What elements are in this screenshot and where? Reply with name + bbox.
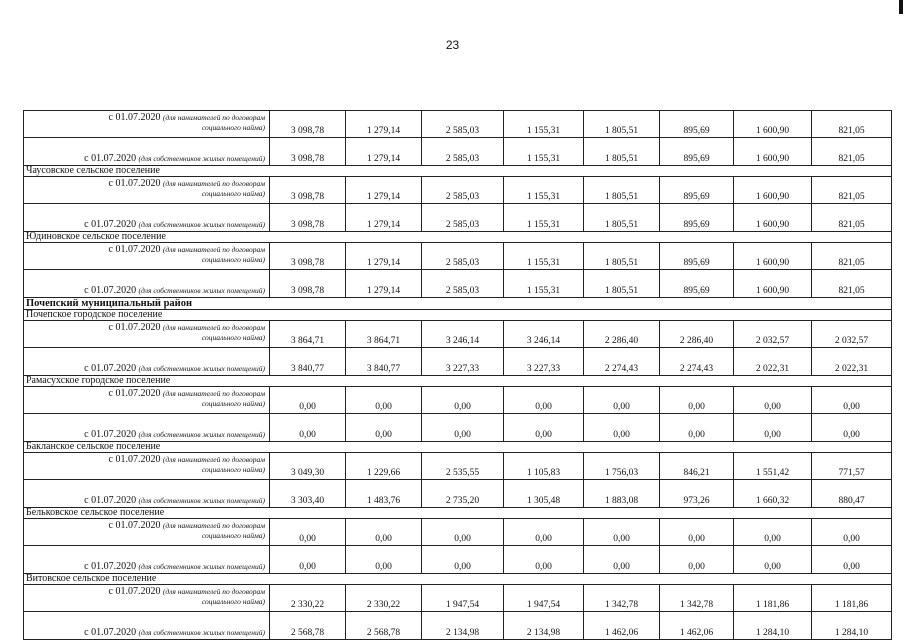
tariff-value-cell: 3 864,71 [346,321,422,348]
tariff-value-cell: 1 462,06 [584,612,660,640]
tariff-value-cell: 2 585,03 [422,204,504,232]
tariff-value-cell: 0,00 [660,519,734,546]
settlement-row [24,574,892,585]
date-label: с 01.07.2020 [108,388,161,399]
tariff-value-cell: 3 246,14 [422,321,504,348]
tariff-value-cell: 3 098,78 [270,177,346,204]
tariff-value-cell: 1 279,14 [346,111,422,138]
tariff-value-cell: 0,00 [734,387,812,414]
tariff-value-cell: 2 022,31 [812,348,892,376]
tariff-value-cell: 1 279,14 [346,138,422,166]
tenants-note-line1: (для нанимателей по договорам [162,245,265,254]
settlement-name: Юдиновское сельское поселение [24,232,892,243]
tariff-value-cell: 1 805,51 [584,270,660,298]
tariff-value-cell: 895,69 [660,177,734,204]
tariff-value-cell: 1 155,31 [504,138,584,166]
tariff-value-cell: 3 246,14 [504,321,584,348]
date-label: с 01.07.2020 [84,429,137,440]
row-label [24,177,270,204]
settlement-name: Почепское городское поселение [24,310,892,321]
tariff-value-cell: 895,69 [660,243,734,270]
tariff-value-cell: 3 098,78 [270,270,346,298]
date-label: с 01.07.2020 [84,561,137,572]
tariff-value-cell: 3 098,78 [270,243,346,270]
date-label: с 01.07.2020 [108,322,161,333]
owners-tariff-row [24,612,892,640]
tariff-value-cell: 0,00 [270,414,346,442]
tariff-value-cell: 0,00 [346,414,422,442]
tariff-value-cell: 2 585,03 [422,270,504,298]
settlement-row [24,310,892,321]
owners-tariff-row [24,270,892,298]
tenants-note-line2: социального найма) [201,255,265,264]
scan-corner-mark [899,0,903,14]
owners-tariff-row [24,546,892,574]
owners-tariff-row [24,414,892,442]
tariff-value-cell: 3 303,40 [270,480,346,508]
tenants-note-line2: социального найма) [201,123,265,132]
tariff-value-cell: 895,69 [660,111,734,138]
tariff-value-cell: 1 947,54 [422,585,504,612]
tariff-value-cell: 1 600,90 [734,243,812,270]
tariff-value-cell: 821,05 [812,243,892,270]
owners-note: (для собственников жилых помещений) [138,562,265,571]
tenants-tariff-row [24,387,892,414]
tariff-value-cell: 0,00 [504,546,584,574]
date-label: с 01.07.2020 [108,178,161,189]
tariff-value-cell: 821,05 [812,177,892,204]
tariff-value-cell: 1 279,14 [346,204,422,232]
tariff-value-cell: 3 227,33 [504,348,584,376]
tariff-value-cell: 821,05 [812,138,892,166]
date-label: с 01.07.2020 [84,153,137,164]
tariff-value-cell: 2 330,22 [270,585,346,612]
tenants-note-line2: социального найма) [201,597,265,606]
tenants-note-line2: социального найма) [201,399,265,408]
tenants-tariff-row [24,177,892,204]
owners-note: (для собственников жилых помещений) [138,628,265,637]
tariff-value-cell: 973,26 [660,480,734,508]
tenants-tariff-row [24,111,892,138]
tariff-value-cell: 1 462,06 [660,612,734,640]
tariff-value-cell: 2 032,57 [734,321,812,348]
tariff-value-cell: 2 535,55 [422,453,504,480]
tariff-value-cell: 2 274,43 [660,348,734,376]
tariff-value-cell: 1 155,31 [504,177,584,204]
row-label [24,546,270,574]
settlement-name: Бакланское сельское поселение [24,442,892,453]
tariff-value-cell: 0,00 [584,546,660,574]
tariff-value-cell: 1 305,48 [504,480,584,508]
tariff-value-cell: 1 342,78 [660,585,734,612]
tenants-note-line2: социального найма) [201,189,265,198]
tenants-note-line2: социального найма) [201,333,265,342]
owners-tariff-row [24,348,892,376]
tariff-value-cell: 2 286,40 [660,321,734,348]
page-number: 23 [445,38,460,52]
tariff-value-cell: 3 098,78 [270,111,346,138]
tariff-table-body [24,111,892,640]
tariff-value-cell: 2 585,03 [422,138,504,166]
tariff-value-cell: 1 105,83 [504,453,584,480]
tariff-value-cell: 0,00 [812,387,892,414]
tariff-value-cell: 0,00 [270,387,346,414]
tariff-value-cell: 2 330,22 [346,585,422,612]
tariff-value-cell: 0,00 [584,519,660,546]
owners-tariff-row [24,480,892,508]
row-label [24,453,270,480]
tariff-value-cell: 1 883,08 [584,480,660,508]
tariff-value-cell: 1 551,42 [734,453,812,480]
row-label [24,348,270,376]
tariff-value-cell: 0,00 [422,546,504,574]
tariff-value-cell: 1 155,31 [504,243,584,270]
row-label [24,321,270,348]
tariff-value-cell: 1 756,03 [584,453,660,480]
tariff-value-cell: 1 229,66 [346,453,422,480]
settlement-name: Чаусовское сельское поселение [24,166,892,177]
date-label: с 01.07.2020 [84,285,137,296]
tariff-value-cell: 821,05 [812,111,892,138]
date-label: с 01.07.2020 [108,112,161,123]
tariff-value-cell: 895,69 [660,204,734,232]
date-label: с 01.07.2020 [108,454,161,465]
tariff-value-cell: 0,00 [734,546,812,574]
tariff-value-cell: 0,00 [346,519,422,546]
tariff-value-cell: 0,00 [584,414,660,442]
row-label [24,243,270,270]
tariff-value-cell: 0,00 [812,519,892,546]
tariff-value-cell: 0,00 [270,519,346,546]
tariff-value-cell: 1 805,51 [584,243,660,270]
tenants-note-line1: (для нанимателей по договорам [162,179,265,188]
tariff-value-cell: 0,00 [422,387,504,414]
row-label [24,585,270,612]
district-name: Почепский муниципальный район [24,298,892,310]
district-row [24,298,892,310]
tariff-value-cell: 1 181,86 [812,585,892,612]
tariff-value-cell: 1 805,51 [584,138,660,166]
tenants-tariff-row [24,321,892,348]
settlement-name: Витовское сельское поселение [24,574,892,585]
tenants-tariff-row [24,519,892,546]
tariff-value-cell: 2 274,43 [584,348,660,376]
settlement-row [24,442,892,453]
settlement-name: Рамасухское городское поселение [24,376,892,387]
tariff-value-cell: 771,57 [812,453,892,480]
tariff-value-cell: 1 600,90 [734,177,812,204]
owners-note: (для собственников жилых помещений) [138,286,265,295]
date-label: с 01.07.2020 [84,495,137,506]
tariff-value-cell: 0,00 [812,414,892,442]
tariff-value-cell: 1 600,90 [734,270,812,298]
tariff-value-cell: 1 600,90 [734,138,812,166]
tariff-value-cell: 0,00 [584,387,660,414]
settlement-row [24,376,892,387]
date-label: с 01.07.2020 [108,520,161,531]
tariff-value-cell: 0,00 [422,519,504,546]
tariff-value-cell: 3 840,77 [346,348,422,376]
tenants-note-line2: социального найма) [201,465,265,474]
tariff-value-cell: 1 155,31 [504,270,584,298]
row-label [24,519,270,546]
tariff-value-cell: 1 279,14 [346,270,422,298]
tariff-value-cell: 3 049,30 [270,453,346,480]
owners-note: (для собственников жилых помещений) [138,220,265,229]
tariff-value-cell: 1 284,10 [734,612,812,640]
owners-tariff-row [24,138,892,166]
owners-note: (для собственников жилых помещений) [138,364,265,373]
tariff-value-cell: 895,69 [660,138,734,166]
tenants-note-line1: (для нанимателей по договорам [162,587,265,596]
tariff-value-cell: 0,00 [660,414,734,442]
tariff-value-cell: 1 342,78 [584,585,660,612]
owners-tariff-row [24,204,892,232]
tariff-value-cell: 1 660,32 [734,480,812,508]
tariff-value-cell: 1 805,51 [584,204,660,232]
tariff-value-cell: 0,00 [504,519,584,546]
tariff-value-cell: 1 155,31 [504,111,584,138]
date-label: с 01.07.2020 [108,586,161,597]
tariff-value-cell: 846,21 [660,453,734,480]
tariff-value-cell: 3 098,78 [270,204,346,232]
tariff-value-cell: 1 279,14 [346,243,422,270]
tariff-value-cell: 2 134,98 [422,612,504,640]
row-label [24,270,270,298]
tariff-value-cell: 0,00 [346,387,422,414]
tariff-value-cell: 1 284,10 [812,612,892,640]
tariff-value-cell: 2 022,31 [734,348,812,376]
tariff-value-cell: 0,00 [270,546,346,574]
tenants-note-line1: (для нанимателей по договорам [162,113,265,122]
tariff-value-cell: 1 805,51 [584,177,660,204]
settlement-row [24,508,892,519]
tariff-value-cell: 2 735,20 [422,480,504,508]
tenants-note-line2: социального найма) [201,531,265,540]
tariff-value-cell: 821,05 [812,204,892,232]
row-label [24,387,270,414]
tariff-value-cell: 1 600,90 [734,204,812,232]
tariff-value-cell: 2 585,03 [422,177,504,204]
tariff-value-cell: 0,00 [660,387,734,414]
tenants-tariff-row [24,243,892,270]
settlement-row [24,232,892,243]
tariff-value-cell: 1 947,54 [504,585,584,612]
tenants-note-line1: (для нанимателей по договорам [162,389,265,398]
tariff-value-cell: 1 600,90 [734,111,812,138]
row-label [24,480,270,508]
tenants-tariff-row [24,585,892,612]
date-label: с 01.07.2020 [84,219,137,230]
tariff-value-cell: 3 227,33 [422,348,504,376]
tariff-value-cell: 0,00 [422,414,504,442]
tenants-tariff-row [24,453,892,480]
tariff-value-cell: 2 568,78 [270,612,346,640]
settlement-name: Бельковское сельское поселение [24,508,892,519]
tariff-value-cell: 3 840,77 [270,348,346,376]
tariff-value-cell: 2 568,78 [346,612,422,640]
owners-note: (для собственников жилых помещений) [138,154,265,163]
row-label [24,612,270,640]
tariff-value-cell: 0,00 [812,546,892,574]
settlement-row [24,166,892,177]
tenants-note-line1: (для нанимателей по договорам [162,455,265,464]
tariff-value-cell: 2 585,03 [422,243,504,270]
tariff-value-cell: 2 134,98 [504,612,584,640]
owners-note: (для собственников жилых помещений) [138,496,265,505]
date-label: с 01.07.2020 [108,244,161,255]
tariff-value-cell: 0,00 [504,387,584,414]
tariff-value-cell: 3 098,78 [270,138,346,166]
tariff-value-cell: 3 864,71 [270,321,346,348]
tariff-value-cell: 0,00 [346,546,422,574]
tariff-value-cell: 0,00 [734,414,812,442]
tariff-value-cell: 2 286,40 [584,321,660,348]
row-label [24,414,270,442]
tariff-value-cell: 1 483,76 [346,480,422,508]
tariff-table [23,110,892,640]
tariff-value-cell: 2 032,57 [812,321,892,348]
row-label [24,111,270,138]
tenants-note-line1: (для нанимателей по договорам [162,521,265,530]
tariff-value-cell: 821,05 [812,270,892,298]
date-label: с 01.07.2020 [84,363,137,374]
tariff-value-cell: 0,00 [734,519,812,546]
tariff-value-cell: 895,69 [660,270,734,298]
tariff-value-cell: 1 805,51 [584,111,660,138]
tariff-value-cell: 0,00 [660,546,734,574]
tariff-value-cell: 1 279,14 [346,177,422,204]
row-label [24,204,270,232]
tenants-note-line1: (для нанимателей по договорам [162,323,265,332]
tariff-value-cell: 1 181,86 [734,585,812,612]
owners-note: (для собственников жилых помещений) [138,430,265,439]
tariff-value-cell: 880,47 [812,480,892,508]
row-label [24,138,270,166]
tariff-value-cell: 1 155,31 [504,204,584,232]
tariff-value-cell: 0,00 [504,414,584,442]
tariff-value-cell: 2 585,03 [422,111,504,138]
date-label: с 01.07.2020 [84,627,137,638]
